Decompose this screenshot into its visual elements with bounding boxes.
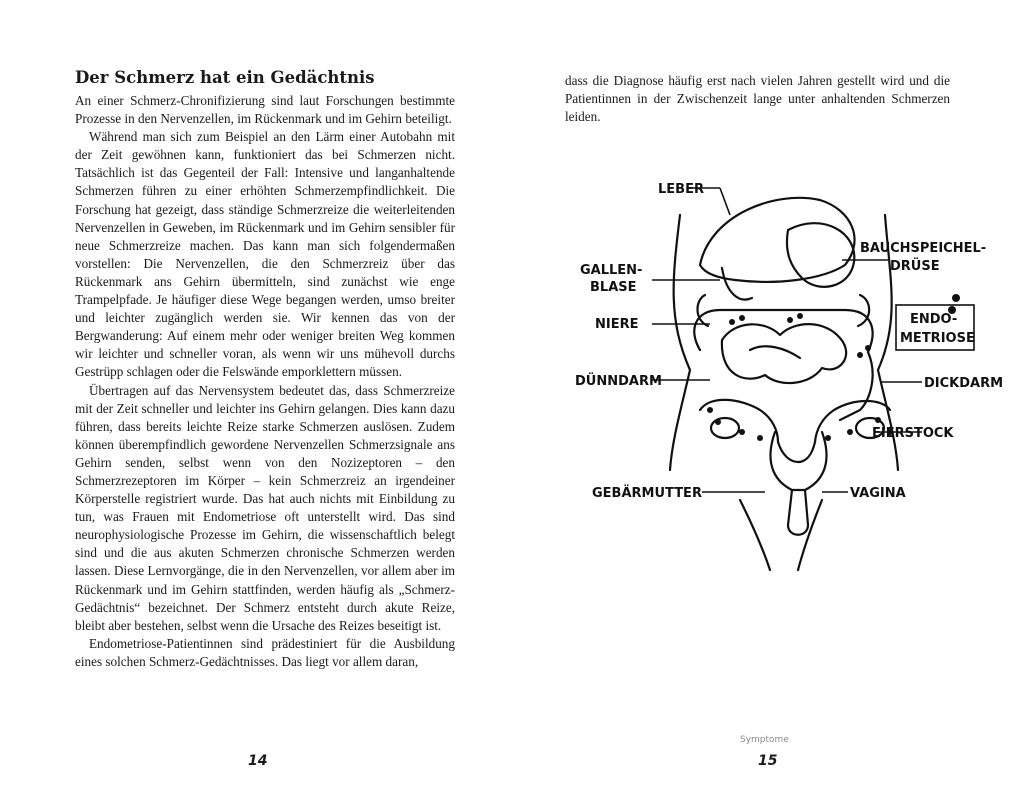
page-number-left: 14 <box>248 753 268 769</box>
anatomy-diagram <box>560 170 1004 570</box>
label-gebaermutter: GEBÄRMUTTER <box>592 486 702 501</box>
paragraph: An einer Schmerz-Chronifizierung sind laut Forschungen bestimmte Prozesse in den Nervenzellen, im Rückenmark und im Gehirn beteiligt. <box>75 93 455 127</box>
label-bauchspeicheldruese-2: DRÜSE <box>890 259 940 274</box>
body-text <box>75 92 455 671</box>
label-vagina: VAGINA <box>850 486 906 501</box>
right-page <box>510 0 1020 793</box>
kidney-right <box>858 295 869 326</box>
stomach-shape <box>787 223 854 287</box>
gallbladder-shape <box>722 268 752 300</box>
page-number-right: 15 <box>758 753 778 769</box>
continuation-text: dass die Diagnose häufig erst nach vielen Jahren gestellt wird und die Patientinnen in der Zwischenzeit lange unter anhaltenden Schmerzen leiden. <box>565 73 950 125</box>
paragraph: Übertragen auf das Nervensystem bedeutet das, dass Schmerzreize mit der Zeit schneller und leichter ins Gehirn gelangen. Dies kann dazu führen, dass bereits leichte Reize starke Schmerzen auslösen. Zudem können überempfindlich gewordene Nervenzellen Schmerzsignale ans Gehirn senden, selbst wenn von den Nozizeptoren – den Schmerzrezeptoren im Körper – kein Schmerzreiz an irgendeiner Körperstelle registriert wurde. Das hat auch nichts mit Einbildung zu tun, was Frauen mit Endometriose oft unterstellt wird. Das sind neurophysiologische Prozesse im Gehirn, die wissenschaftlich belegt sind und die aus akuten Schmerzen chronische Schmerzen werden lassen. Diese Lernvorgänge, die in den Nervenzellen, vor allem aber im Rückenmark und im Gehirn stattfinden, werden häufig als „Schmerz-Gedächtnis“ bezeichnet. Der Schmerz entsteht durch akute Reize, bleibt aber bestehen, selbst wenn die Ursache des Reizes beseitigt ist. <box>75 382 455 633</box>
label-endometriose-2: METRIOSE <box>900 331 975 346</box>
vagina-shape <box>788 490 808 535</box>
label-leber: LEBER <box>658 182 704 197</box>
label-eierstock: EIERSTOCK <box>872 426 954 441</box>
label-dickdarm: DICKDARM <box>924 376 1004 391</box>
body-outline-left <box>670 215 690 470</box>
section-title: Der Schmerz hat ein Gedächtnis <box>75 68 375 87</box>
label-gallenblase-2: BLASE <box>590 280 637 295</box>
label-gallenblase-1: GALLEN- <box>580 263 643 278</box>
label-duenndarm: DÜNNDARM <box>575 374 662 389</box>
leg-line-left <box>740 500 770 570</box>
kidney-left <box>697 295 708 326</box>
label-bauchspeicheldruese-1: BAUCHSPEICHEL- <box>860 241 987 256</box>
running-head: Symptome <box>740 735 789 745</box>
label-endometriose-1: ENDO- <box>910 312 958 327</box>
label-niere: NIERE <box>595 317 639 332</box>
small-intestine <box>722 324 846 383</box>
small-intestine-fold <box>750 346 800 358</box>
paragraph: Endometriose-Patientinnen sind prädestiniert für die Ausbildung eines solchen Schmerz-Gedächtnisses. Das liegt vor allem daran, <box>75 635 455 669</box>
paragraph: Während man sich zum Beispiel an den Lärm einer Autobahn mit der Zeit gewöhnen kann, funktioniert das bei Schmerzen nicht. Tatsächlich ist das Gegenteil der Fall: Intensive und langanhaltende Schmerzen führen zu einer erhöhten Schmerzempfindlichkeit. Die Forschung hat gezeigt, dass ständige Schmerzreize die weiterleitenden Nervenzellen in Geweben, im Rückenmark und im Gehirn sensibler für neue Schmerzreize machen. Das kann man sich folgendermaßen vorstellen: Die Nervenzellen, die den Schmerzreiz über das Rückenmark ans Gehirn übermitteln, sind zunächst wie enge Trampelpfade. Je häufiger diese Wege begangen werden, umso breiter und leichter zugänglich werden sie. Wir kennen das von der Bergwanderung: Auf einem mehr oder weniger breiten Weg kommen wir leichter und schneller voran, als wenn wir uns mühevoll durchs Gestrüpp schlagen oder die Felswände emporklettern müssen. <box>75 129 455 380</box>
